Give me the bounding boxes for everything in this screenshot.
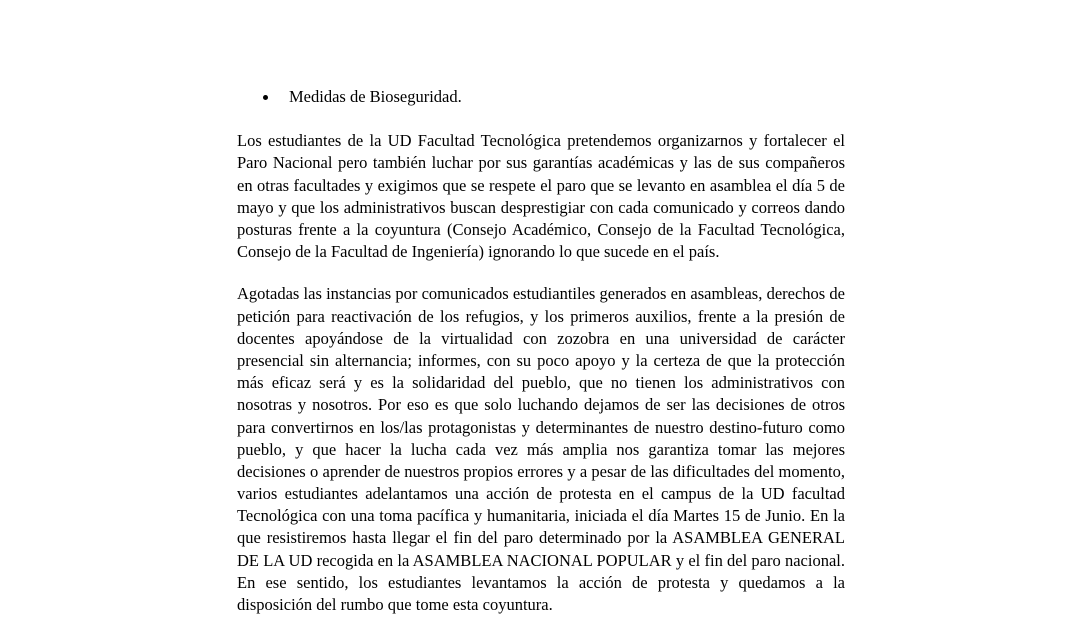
list-item-text: Medidas de Bioseguridad. bbox=[289, 87, 462, 106]
document-body bbox=[237, 86, 845, 616]
bullet-point-icon bbox=[263, 95, 268, 100]
paragraph-2: Agotadas las instancias por comunicados estudiantiles generados en asambleas, derechos de petición para reactivación de los refugios, y los primeros auxilios, frente a la presión de docentes apoyándose de la virtualidad con zozobra en una universidad de carácter presencial sin alternancia; informes, con su poco apoyo y la certeza de que la protección más eficaz será y es la solidaridad del pueblo, que no tienen los administrativos con nosotras y nosotros. Por eso es que solo luchando dejamos de ser las decisiones de otros para convertirnos en los/las protagonistas y determinantes de nuestro destino-futuro como pueblo, y que hacer la lucha cada vez más amplia nos garantiza tomar las mejores decisiones o aprender de nuestros propios errores y a pesar de las dificultades del momento, varios estudiantes adelantamos una acción de protesta en el campus de la UD facultad Tecnológica con una toma pacífica y humanitaria, iniciada el día Martes 15 de Junio. En la que resistiremos hasta llegar el fin del paro determinado por la ASAMBLEA GENERAL DE LA UD recogida en la ASAMBLEA NACIONAL POPULAR y el fin del paro nacional. En ese sentido, los estudiantes levantamos la acción de protesta y quedamos a la disposición del rumbo que tome esta coyuntura. bbox=[237, 284, 845, 615]
bullet-list bbox=[237, 86, 845, 108]
paragraph-1: Los estudiantes de la UD Facultad Tecnológica pretendemos organizarnos y fortalecer el Paro Nacional pero también luchar por sus garantías académicas y las de sus compañeros en otras facultades y exigimos que se respete el paro que se levanto en asamblea el día 5 de mayo y que los administrativos buscan desprestigiar con cada comunicado y correos dando posturas frente a la coyuntura (Consejo Académico, Consejo de la Facultad Tecnológica, Consejo de la Facultad de Ingeniería) ignorando lo que sucede en el país. bbox=[237, 131, 845, 262]
list-item bbox=[237, 86, 845, 108]
